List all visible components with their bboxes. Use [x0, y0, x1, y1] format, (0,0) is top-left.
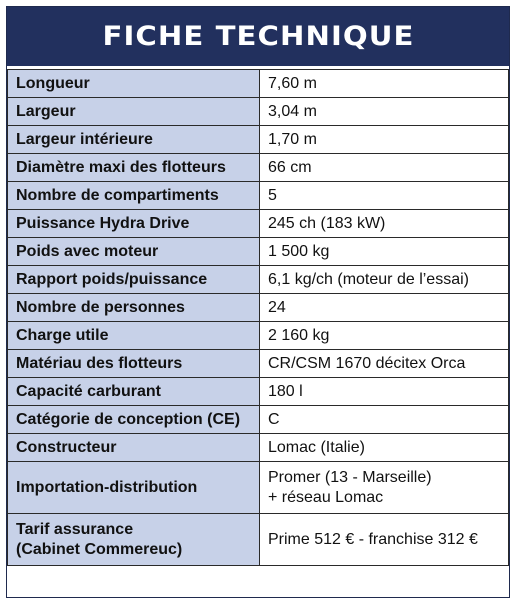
spec-label-cell	[8, 70, 260, 98]
spec-label-line: (Cabinet Commereuc)	[16, 540, 183, 558]
spec-label: Matériau des flotteurs	[16, 354, 183, 372]
spec-label-cell	[8, 266, 260, 294]
spec-label: Nombre de personnes	[16, 298, 185, 316]
spec-value: 245 ch (183 kW)	[268, 214, 386, 232]
spec-label-cell	[8, 434, 260, 462]
spec-row	[8, 406, 509, 434]
spec-label-cell	[8, 210, 260, 238]
spec-value: Lomac (Italie)	[268, 438, 365, 456]
spec-row	[8, 70, 509, 98]
spec-value: C	[268, 410, 280, 428]
spec-row	[8, 322, 509, 350]
spec-label: Nombre de compartiments	[16, 186, 219, 204]
spec-label-cell	[8, 182, 260, 210]
spec-label-cell	[8, 378, 260, 406]
spec-value-cell	[260, 434, 509, 462]
spec-label-cell	[8, 406, 260, 434]
spec-row	[8, 238, 509, 266]
spec-value-cell	[260, 98, 509, 126]
spec-label-cell	[8, 294, 260, 322]
spec-value-cell	[260, 294, 509, 322]
spec-value-cell	[260, 406, 509, 434]
spec-value-cell	[260, 462, 509, 514]
spec-value-cell	[260, 210, 509, 238]
spec-row	[8, 98, 509, 126]
spec-label: Diamètre maxi des flotteurs	[16, 158, 226, 176]
spec-value: 1 500 kg	[268, 242, 330, 260]
spec-value-cell	[260, 70, 509, 98]
spec-row	[8, 378, 509, 406]
spec-value-cell	[260, 514, 509, 566]
spec-label-cell	[8, 126, 260, 154]
spec-label-cell	[8, 98, 260, 126]
spec-row	[8, 350, 509, 378]
spec-row	[8, 434, 509, 462]
spec-value-cell	[260, 322, 509, 350]
spec-value: Prime 512 € - franchise 312 €	[268, 530, 478, 548]
spec-label: Longueur	[16, 74, 90, 92]
spec-sheet	[6, 6, 510, 598]
spec-row	[8, 210, 509, 238]
spec-row	[8, 266, 509, 294]
spec-value: 6,1 kg/ch (moteur de l’essai)	[268, 270, 469, 288]
spec-label-cell	[8, 154, 260, 182]
spec-label: Importation-distribution	[16, 478, 198, 496]
spec-label-cell	[8, 462, 260, 514]
spec-value: 1,70 m	[268, 130, 317, 148]
spec-label: Catégorie de conception (CE)	[16, 410, 241, 428]
spec-value: Promer (13 - Marseille)	[268, 468, 432, 486]
spec-label: Capacité carburant	[16, 382, 161, 400]
spec-label-cell	[8, 514, 260, 566]
sheet-title: FICHE TECHNIQUE	[101, 21, 415, 52]
spec-label-line: Tarif assurance	[16, 520, 134, 538]
spec-row	[8, 462, 509, 514]
spec-value-cell	[260, 154, 509, 182]
spec-row	[8, 514, 509, 566]
spec-value: + réseau Lomac	[268, 488, 384, 506]
spec-label-cell	[8, 238, 260, 266]
spec-row	[8, 126, 509, 154]
spec-row	[8, 182, 509, 210]
spec-value-cell	[260, 266, 509, 294]
title-bar	[7, 7, 509, 66]
spec-value: 66 cm	[268, 158, 312, 176]
spec-value-cell	[260, 182, 509, 210]
spec-value-cell	[260, 238, 509, 266]
spec-table	[7, 69, 509, 566]
spec-row	[8, 154, 509, 182]
spec-value-cell	[260, 378, 509, 406]
spec-value: 180 l	[268, 382, 303, 400]
spec-label: Rapport poids/puissance	[16, 270, 208, 288]
spec-label: Puissance Hydra Drive	[16, 214, 190, 232]
spec-value: 7,60 m	[268, 74, 317, 92]
spec-row	[8, 294, 509, 322]
spec-table-body	[8, 70, 509, 566]
spec-value: 5	[268, 186, 277, 204]
spec-value-cell	[260, 350, 509, 378]
spec-value: 2 160 kg	[268, 326, 330, 344]
spec-value: 3,04 m	[268, 102, 317, 120]
spec-value-cell	[260, 126, 509, 154]
spec-label: Largeur intérieure	[16, 130, 153, 148]
spec-label: Constructeur	[16, 438, 117, 456]
spec-value: 24	[268, 298, 286, 316]
spec-label-cell	[8, 322, 260, 350]
spec-value: CR/CSM 1670 décitex Orca	[268, 354, 466, 372]
spec-label: Largeur	[16, 102, 76, 120]
spec-label-cell	[8, 350, 260, 378]
spec-label: Charge utile	[16, 326, 109, 344]
spec-label: Poids avec moteur	[16, 242, 159, 260]
